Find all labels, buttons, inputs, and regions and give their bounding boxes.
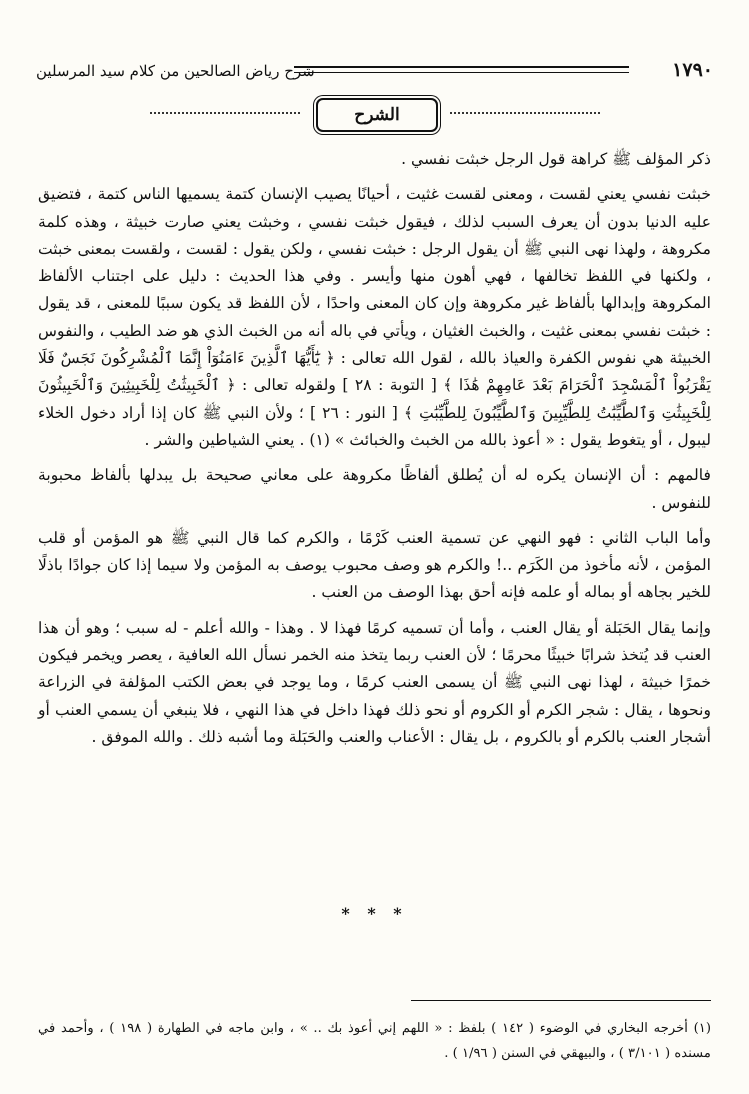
section-title: الشرح bbox=[316, 98, 438, 132]
paragraph: وإنما يقال الحَبَلة أو يقال العنب ، وأما أن تسميه كرمًا فهذا لا . وهذا - والله أعلم - له سبب ؛ وهو أن هذا العنب قد يُتخذ شرابًا خبيثًا محرمًا ؛ لأن العنب ربما يتخذ منه الخمر نسأل الله العافية ، يعصر ويخمر فيكون خمرًا خبيثة ، لهذا نهى النبي ﷺ أن يسمى العنب كرمًا ، وما يوجد في بعض الكتب المؤلفة في الزراعة ونحوها ، يقال : شجر الكرم أو الكروم أو نحو ذلك فهذا داخل في هذا النهي ، فلا ينبغي أن يسمي العنب أو أشجار العنب بالكرم أو بالكروم ، بل يقال : الأعناب والعنب والحَبَلة وما أشبه ذلك . والله الموفق . bbox=[38, 618, 711, 746]
section-heading bbox=[0, 98, 749, 132]
paragraph: فالمهم : أن الإنسان يكره له أن يُطلق ألفاظًا مكروهة على معاني صحيحة بل يبدلها بألفاظ محبوبة للنفوس . bbox=[38, 466, 711, 512]
footnote: (١) أخرجه البخاري في الوضوء ( ١٤٢ ) بلفظ : « اللهم إني أعوذ بك .. » ، وابن ماجه في الطهارة ( ١٩٨ ) ، وأحمد في مسنده ( ٣/١٠١ ) ، والبيهقي في السنن ( ١/٩٦ ) . bbox=[38, 1021, 712, 1061]
heading-ornament-right bbox=[450, 112, 600, 114]
footnotes bbox=[38, 1016, 711, 1066]
book-title: شرح رياض الصالحين من كلام سيد المرسلين bbox=[36, 62, 315, 80]
section-separator: * * * bbox=[341, 904, 408, 923]
body-text bbox=[38, 146, 711, 751]
paragraph: وأما الباب الثاني : فهو النهي عن تسمية العنب كَرْمًا ، والكرم كما قال النبي ﷺ هو المؤمن أو قلب المؤمن ، لأنه مأخوذ من الكَرَم ..! والكرم هو وصف محبوب يوصف به المؤمن ولا سيما إذا كان جوادًا باذلًا للخير بجاهه أو بماله أو علمه فإنه أحق بهذا الوصف من العنب . bbox=[38, 528, 711, 602]
header-rule bbox=[294, 66, 629, 73]
paragraph: خبثت نفسي يعني لقست ، ومعنى لقست غثيت ، أحيانًا يصيب الإنسان كتمة يسميها الناس كتمة ، فتضيق عليه الدنيا بدون أن يعرف السبب لذلك ، فيقول خبثت نفسي ، وخبثت يعني صارت خبيثة ، وهذه كلمة مكروهة ، ولهذا نهى النبي ﷺ أن يقول الرجل : خبثت نفسي ، ولكن يقول : لقست ، ولقست بمعنى خبثت ، ولكنها في اللفظ تخالفها ، فهي أهون منها وأيسر . وفي هذا الحديث : دليل على اجتناب الألفاظ المكروهة وإبدالها بألفاظ غير مكروهة وإن كان المعنى واحدًا ، لأن اللفظ قد يكون سببًا للمعنى ، قد يقول : خبثت نفسي بمعنى غثيت ، والخبث الغثيان ، ويأتي في باله أنه من الخبث الذي هو ضد الطيب ، والنفوس الخبيثة هي نفوس الكفرة والعياذ بالله ، لقول الله تعالى : ﴿ يَٰٓأَيُّهَا ٱلَّذِينَ ءَامَنُوٓاْ إِنَّمَا ٱلْمُشْرِكُونَ نَجَسٌ فَلَا يَقْرَبُواْ ٱلْمَسْجِدَ ٱلْحَرَامَ بَعْدَ عَامِهِمْ هَٰذَا ﴾ [ التوبة : ٢٨ ] ولقوله تعالى : ﴿ ٱلْخَبِيثَٰتُ لِلْخَبِيثِينَ وَٱلْخَبِيثُونَ لِلْخَبِيثَٰتِ وَٱلطَّيِّبَٰتُ لِلطَّيِّبِينَ وَٱلطَّيِّبُونَ لِلطَّيِّبَٰتِ ﴾ [ النور : ٢٦ ] ؛ ولأن النبي ﷺ كان إذا أراد دخول الخلاء ليبول ، أو يتغوط يقول : « أعوذ بالله من الخبث والخبائث » (١) . يعني الشياطين والشر . bbox=[38, 185, 711, 449]
paragraph: ذكر المؤلف ﷺ كراهة قول الرجل خبثت نفسي . bbox=[401, 150, 711, 168]
footnote-rule bbox=[411, 1000, 711, 1001]
running-header bbox=[36, 58, 713, 84]
heading-ornament-left bbox=[150, 112, 300, 114]
page-number: ١٧٩٠ bbox=[672, 59, 713, 81]
